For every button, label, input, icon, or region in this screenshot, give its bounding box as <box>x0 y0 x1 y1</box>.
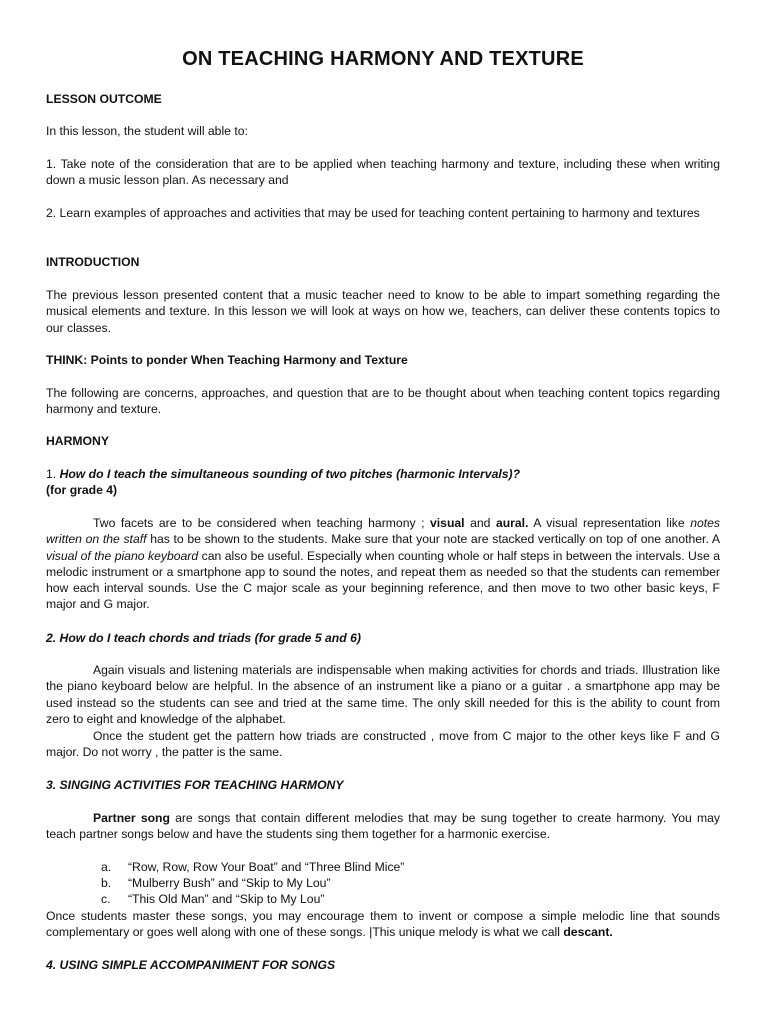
term-visual: visual <box>430 516 465 530</box>
list-item-text: “Row, Row, Row Your Boat” and “Three Blind Mice” <box>128 860 405 874</box>
term-aural: aural. <box>495 516 529 530</box>
text-run: and <box>464 516 496 530</box>
list-marker: b. <box>101 876 112 890</box>
introduction-text: The previous lesson presented content that a music teacher need to know to be able to impart something regarding the musical elements and texture. In this lesson we will look at ways on how we, teachers, can deliver these contents topics to our classes. <box>46 288 720 335</box>
lesson-outcome-item-1: 1. Take note of the consideration that are to be applied when teaching harmony and texture, including these when writing down a music lesson plan. As necessary and <box>46 157 720 188</box>
question-1 <box>46 466 720 499</box>
term-descant: descant. <box>563 925 613 940</box>
question-3-paragraph-1 <box>46 810 720 843</box>
text-run: Once the student get the pattern how triads are constructed , move from C major to the other keys like F and G major. Do not worry , the patter is the same. <box>46 729 720 760</box>
think-text: The following are concerns, approaches, and question that are to be thought about when teaching content topics regarding harmony and texture. <box>46 386 720 417</box>
text-run: has to be shown to the students. Make sure that your note are stacked vertically on top of one another. A <box>146 532 720 547</box>
list-marker: a. <box>101 860 112 874</box>
text-run: are songs that contain different melodies that may be sung together to create harmony. You may teach partner songs below and have the students sing them together for a harmonic exercise. <box>46 811 720 842</box>
text-run: A visual representation like <box>528 516 691 530</box>
lesson-outcome-intro: In this lesson, the student will able to: <box>46 124 248 138</box>
text-run: can also be useful. Especially when counting whole or half steps in between the intervals. Use a melodic instrument or a smartphone app to sound the notes, and repeat them as needed so that the students can remember how each interval sounds. Use the C major scale as your beginning reference, and then move to two other basic keys, F major and G major. <box>46 548 720 612</box>
term-partner-song: Partner song <box>93 811 170 825</box>
lesson-outcome-heading: LESSON OUTCOME <box>46 92 162 106</box>
list-marker: c. <box>101 892 111 906</box>
harmony-heading: HARMONY <box>46 434 109 448</box>
term-notes-on-staff: notes written on the staff <box>46 516 721 547</box>
question-1-grade: (for grade 4) <box>46 483 118 498</box>
question-1-number: 1. <box>46 467 60 481</box>
text-run: Two facets are to be considered when teaching harmony ; <box>93 516 430 530</box>
question-2-paragraph-1 <box>46 662 720 727</box>
list-item-text: “Mulberry Bush” and “Skip to My Lou” <box>128 876 331 890</box>
question-1-paragraph <box>46 515 720 613</box>
question-2-heading: 2. How do I teach chords and triads (for grade 5 and 6) <box>46 631 361 645</box>
page-title: ON TEACHING HARMONY AND TEXTURE <box>182 48 584 70</box>
question-3-heading: 3. SINGING ACTIVITIES FOR TEACHING HARMONY <box>46 778 344 792</box>
introduction-heading: INTRODUCTION <box>46 255 140 269</box>
think-heading: THINK: Points to ponder When Teaching Harmony and Texture <box>46 353 408 367</box>
text-run: Once students master these songs, you may encourage them to invent or compose a simple melodic line that sounds complementary or goes well along with one of these songs. |This unique melody is what we call <box>46 909 720 940</box>
question-1-text: How do I teach the simultaneous sounding of two pitches (harmonic Intervals)? <box>59 467 521 481</box>
list-item-text: “This Old Man” and “Skip to My Lou” <box>128 892 325 906</box>
question-2-paragraph-2 <box>46 728 720 761</box>
term-piano-keyboard: visual of the piano keyboard <box>46 548 199 563</box>
question-3-paragraph-2 <box>46 908 720 941</box>
text-run: Again visuals and listening materials are indispensable when making activities for chords and triads. Illustration like the piano keyboard below are helpful. In the absence of an instrument like a piano or a guitar . a smartphone app may be used instead so the students can see and tried at the same time. The only skill needed for this is the ability to count from zero to eight and knowledge of the alphabet. <box>46 663 720 726</box>
lesson-outcome-item-2: 2. Learn examples of approaches and activities that may be used for teaching content pertaining to harmony and textures <box>46 206 700 220</box>
question-4-heading: 4. USING SIMPLE ACCOMPANIMENT FOR SONGS <box>46 958 336 972</box>
